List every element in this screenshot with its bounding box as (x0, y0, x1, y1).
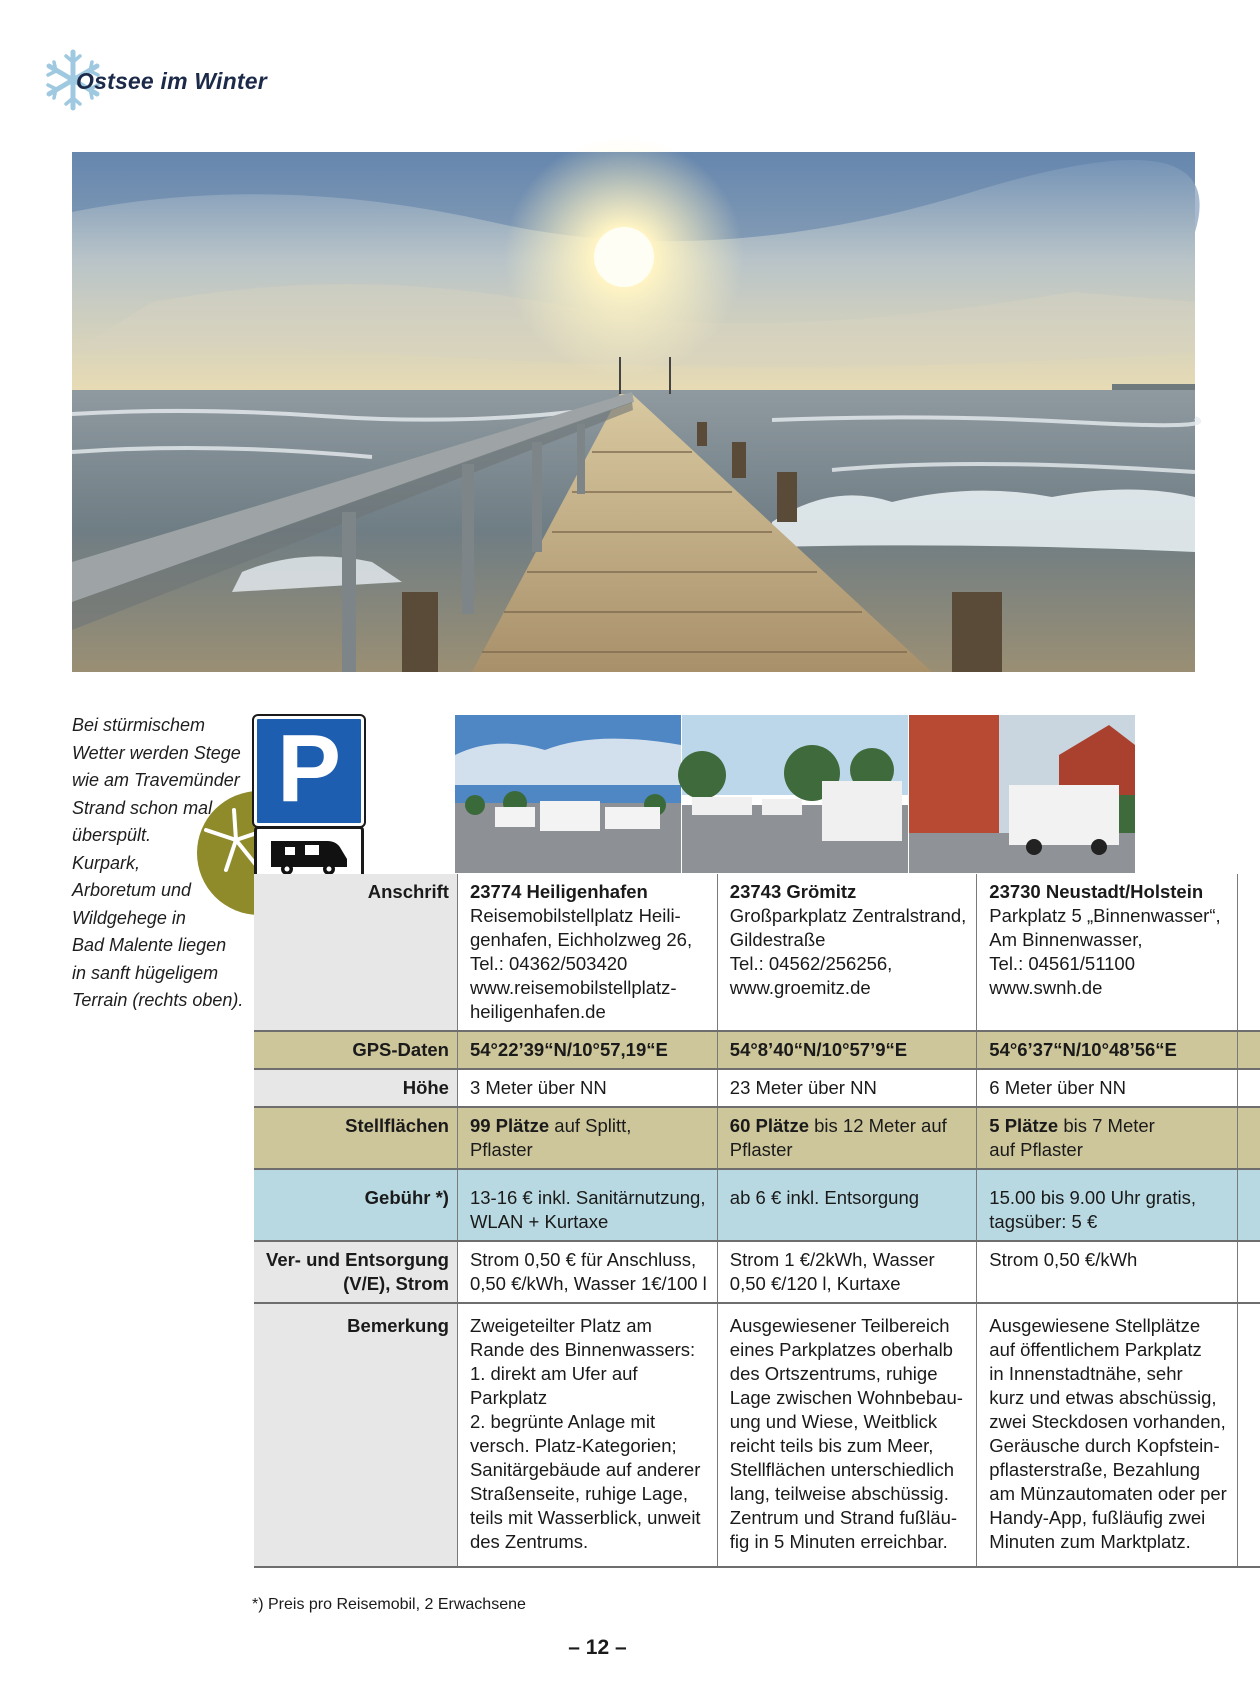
cell-heiligenhafen (457, 1107, 717, 1169)
cell-spacer (1237, 1303, 1260, 1567)
cell-line: Pflaster (729, 1139, 793, 1160)
campsite-table (254, 874, 1260, 1568)
cell-line: zwei Steckdosen vorhanden, (989, 1411, 1226, 1432)
cell-line: Strom 0,50 € für Anschluss, (469, 1249, 697, 1270)
cell-line: heiligenhafen.de (469, 1001, 606, 1022)
cell-heiligenhafen (457, 874, 717, 1031)
parking-letter: P (276, 715, 342, 822)
row-hoehe (254, 1069, 1260, 1107)
cell-line: Handy-App, fußläufig zwei (989, 1507, 1206, 1528)
cell-line: lang, teilweise abschüssig. (729, 1483, 949, 1504)
row-label: GPS-Daten (254, 1031, 457, 1069)
cell-bold: 99 Plätze (469, 1115, 550, 1136)
cell-line: 1. direkt am Ufer auf (469, 1363, 638, 1384)
cell-groemitz (717, 1107, 976, 1169)
cell-groemitz: 54°8’40“N/10°57’9“E (717, 1031, 976, 1069)
cell-text: bis 12 Meter auf (808, 1115, 947, 1136)
cell-heiligenhafen (457, 1241, 717, 1303)
cell-groemitz (717, 1241, 976, 1303)
cell-line: eines Parkplatzes oberhalb (729, 1339, 953, 1360)
cell-text: auf Splitt, (549, 1115, 632, 1136)
cell-line: www.swnh.de (989, 977, 1103, 998)
cell-spacer (1237, 1031, 1260, 1069)
cell-neustadt (977, 1303, 1238, 1567)
caption-line: Strand schon mal (72, 797, 213, 818)
cell-line: des Zentrums. (469, 1531, 589, 1552)
cell-heiligenhafen (457, 1169, 717, 1241)
heiligenhafen-photo (455, 715, 681, 873)
cell-line: Rande des Binnenwassers: (469, 1339, 696, 1360)
cell-line: 13-16 € inkl. Sanitärnutzung, (469, 1187, 706, 1208)
caption-line: Wildgehege in (72, 907, 186, 928)
cell-line: www.groemitz.de (729, 977, 871, 998)
cell-bold: 5 Plätze (989, 1115, 1059, 1136)
cell-groemitz (717, 1169, 976, 1241)
row-label: Anschrift (254, 874, 457, 1031)
cell-heiligenhafen: 54°22’39“N/10°57,19“E (457, 1031, 717, 1069)
row-label: Stellflächen (254, 1107, 457, 1169)
cell-neustadt: 6 Meter über NN (977, 1069, 1238, 1107)
cell-text: bis 7 Meter (1058, 1115, 1155, 1136)
cell-line: Lage zwischen Wohnbebau- (729, 1387, 963, 1408)
cell-line: Strom 1 €/2kWh, Wasser (729, 1249, 935, 1270)
cell-line: 23743 Grömitz (729, 881, 857, 902)
cell-neustadt (977, 1107, 1238, 1169)
cell-neustadt: 54°6’37“N/10°48’56“E (977, 1031, 1238, 1069)
cell-heiligenhafen (457, 1303, 717, 1567)
cell-line: Straßenseite, ruhige Lage, (469, 1483, 688, 1504)
cell-line: fig in 5 Minuten erreichbar. (729, 1531, 948, 1552)
cell-line: Ausgewiesener Teilbereich (729, 1315, 950, 1336)
cell-line: auf öffentlichem Parkplatz (989, 1339, 1202, 1360)
page-title: Ostsee im Winter (76, 68, 267, 94)
cell-line: tagsüber: 5 € (989, 1211, 1098, 1232)
cell-line: Tel.: 04561/51100 (989, 953, 1136, 974)
row-stellflaechen (254, 1107, 1260, 1169)
cell-line: Zentrum und Strand fußläu- (729, 1507, 958, 1528)
cell-heiligenhafen: 3 Meter über NN (457, 1069, 717, 1107)
groemitz-photo (682, 715, 908, 873)
cell-line: am Münzautomaten oder per (989, 1483, 1227, 1504)
cell-line: Ausgewiesene Stellplätze (989, 1315, 1201, 1336)
cell-spacer (1237, 1069, 1260, 1107)
cell-line: WLAN + Kurtaxe (469, 1211, 609, 1232)
caption-line: Terrain (rechts oben). (72, 990, 244, 1010)
caption-line: Kurpark, (72, 852, 141, 873)
parking-sign-icon (254, 716, 364, 826)
cell-line: pflasterstraße, Bezahlung (989, 1459, 1201, 1480)
row-gebuehr (254, 1169, 1260, 1241)
cell-line: Sanitärgebäude auf anderer (469, 1459, 701, 1480)
row-label: Bemerkung (254, 1303, 457, 1567)
cell-line: Am Binnenwasser, (989, 929, 1143, 950)
cell-line: kurz und etwas abschüssig, (989, 1387, 1217, 1408)
row-label: Gebühr *) (254, 1169, 457, 1241)
cell-groemitz (717, 874, 976, 1031)
cell-groemitz: 23 Meter über NN (717, 1069, 976, 1107)
cell-line: des Ortszentrums, ruhige (729, 1363, 938, 1384)
row-label: Höhe (254, 1069, 457, 1107)
row-label-line: (V/E), Strom (343, 1273, 449, 1294)
row-bemerkung (254, 1303, 1260, 1567)
footnote: *) Preis pro Reisemobil, 2 Erwachsene (252, 1596, 526, 1613)
cell-line: Zweigeteilter Platz am (469, 1315, 652, 1336)
cell-line: reicht teils bis zum Meer, (729, 1435, 934, 1456)
cell-line: Großparkplatz Zentralstrand, (729, 905, 967, 926)
caption-line: überspült. (72, 825, 152, 845)
cell-line: ung und Wiese, Weitblick (729, 1411, 938, 1432)
row-anschrift (254, 874, 1260, 1031)
row-label (254, 1241, 457, 1303)
cell-spacer (1237, 1169, 1260, 1241)
cell-spacer (1237, 874, 1260, 1031)
cell-groemitz (717, 1303, 976, 1567)
cell-line: ab 6 € inkl. Entsorgung (729, 1187, 920, 1208)
cell-spacer (1237, 1107, 1260, 1169)
caption-line: Bad Malente liegen (72, 935, 227, 955)
cell-line: 0,50 €/120 l, Kurtaxe (729, 1273, 901, 1294)
row-label-line: Ver- und Entsorgung (266, 1249, 449, 1270)
cell-line: Geräusche durch Kopfstein- (989, 1435, 1220, 1456)
cell-line: 15.00 bis 9.00 Uhr gratis, (989, 1187, 1196, 1208)
cell-line: 23730 Neustadt/Holstein (989, 881, 1204, 902)
cell-line: versch. Platz-Kategorien; (469, 1435, 677, 1456)
campsite-photos (455, 715, 1195, 873)
page-header (42, 48, 442, 112)
caption-line: wie am Travemünder (72, 770, 240, 790)
cell-neustadt (977, 874, 1238, 1031)
cell-line: Strom 0,50 €/kWh (989, 1249, 1138, 1270)
cell-line: Gildestraße (729, 929, 826, 950)
caption-line: in sanft hügeligem (72, 962, 219, 983)
cell-line: www.reisemobilstellplatz- (469, 977, 677, 998)
row-gps (254, 1031, 1260, 1069)
cell-neustadt (977, 1241, 1238, 1303)
cell-line: Tel.: 04362/503420 (469, 953, 628, 974)
cell-line: auf Pflaster (989, 1139, 1083, 1160)
cell-line: Parkplatz (469, 1387, 548, 1408)
cell-line: Minuten zum Marktplatz. (989, 1531, 1191, 1552)
cell-line: genhafen, Eichholzweg 26, (469, 929, 693, 950)
row-ver-entsorgung (254, 1241, 1260, 1303)
page-number: – 12 – (568, 1636, 627, 1659)
caption-line: Arboretum und (72, 880, 192, 900)
cell-spacer (1237, 1241, 1260, 1303)
caption-line: Wetter werden Stege (72, 742, 241, 763)
cell-line: 2. begrünte Anlage mit (469, 1411, 656, 1432)
cell-neustadt (977, 1169, 1238, 1241)
cell-line: 23774 Heiligenhafen (469, 881, 648, 902)
cell-bold: 60 Plätze (729, 1115, 809, 1136)
cell-line: in Innenstadtnähe, sehr (989, 1363, 1183, 1384)
cell-line: 0,50 €/kWh, Wasser 1€/100 l (469, 1273, 707, 1294)
cell-line: Tel.: 04562/256256, (729, 953, 893, 974)
cell-line: teils mit Wasserblick, unweit (469, 1507, 701, 1528)
neustadt-photo (909, 715, 1135, 873)
cell-line: Stellflächen unterschiedlich (729, 1459, 954, 1480)
cell-line: Parkplatz 5 „Binnenwasser“, (989, 905, 1221, 926)
cell-line: Pflaster (469, 1139, 533, 1160)
cell-line: Reisemobilstellplatz Heili- (469, 905, 681, 926)
caption-line: Bei stürmischem (72, 715, 206, 735)
pier-photo (72, 152, 1195, 672)
